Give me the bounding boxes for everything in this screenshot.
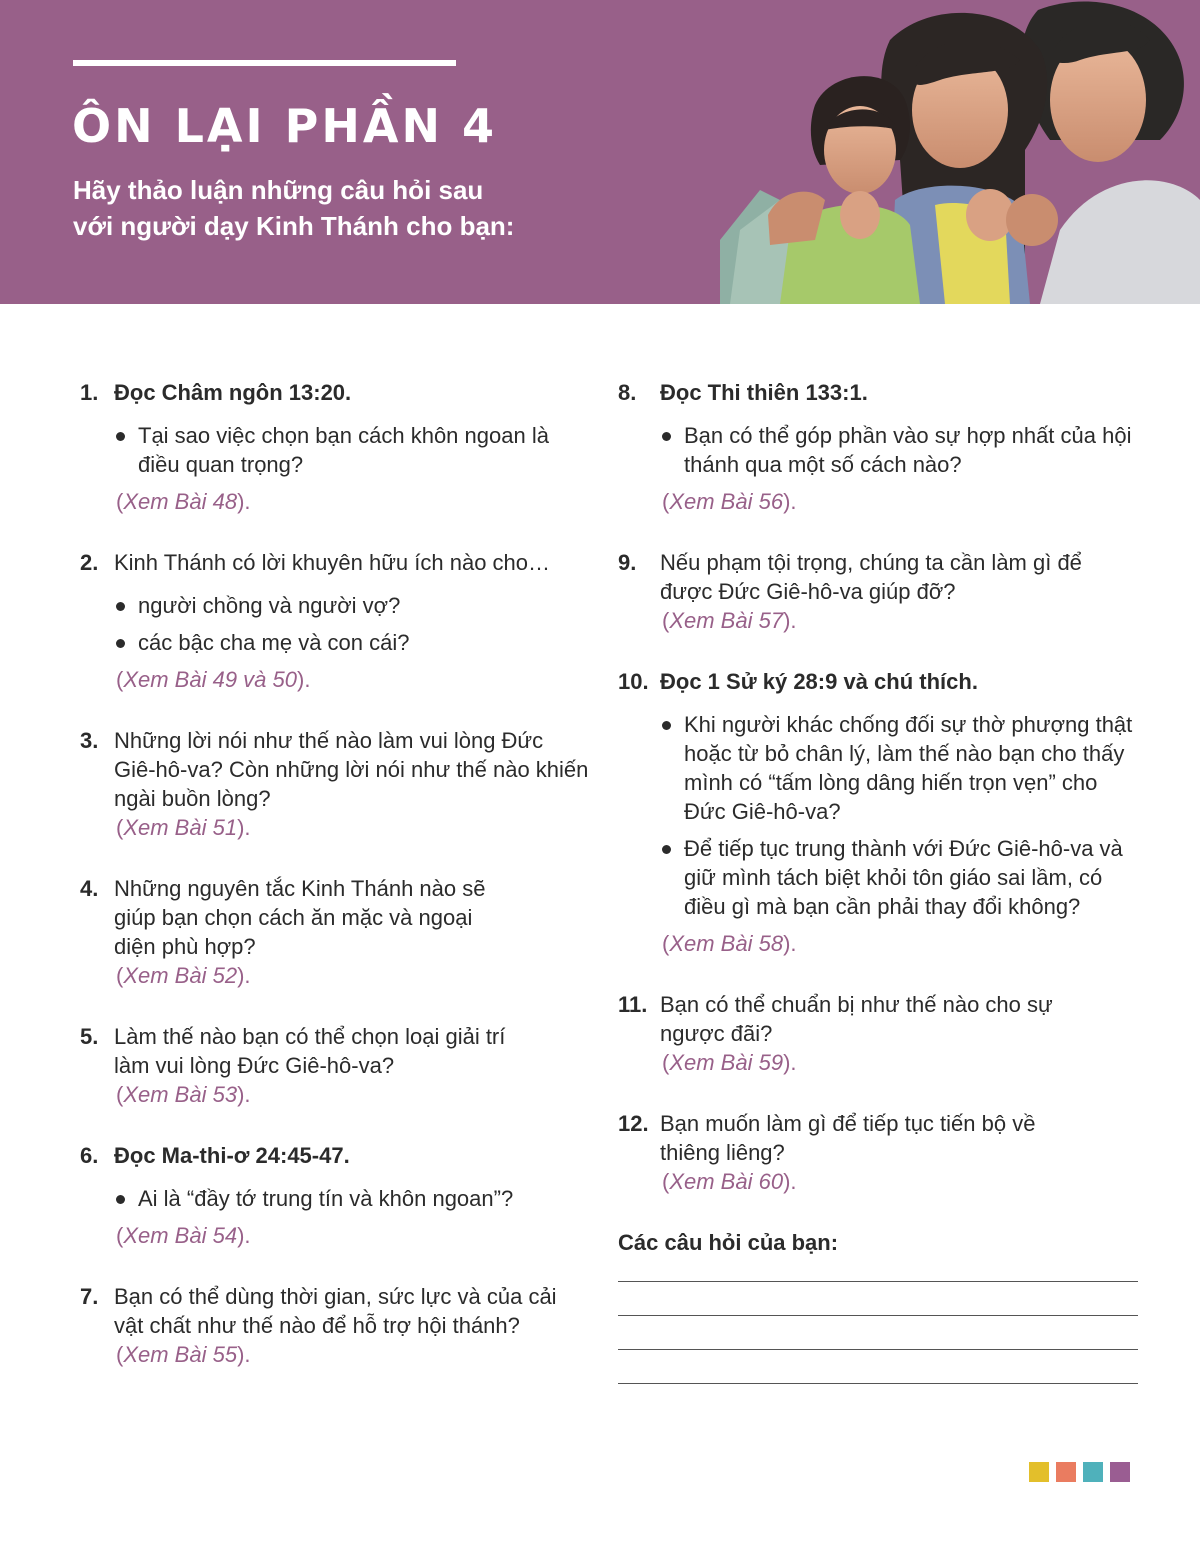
question-text: Đọc Châm ngôn 13:20. xyxy=(114,380,352,405)
lesson-reference: (Xem Bài 55). xyxy=(116,1342,251,1367)
lesson-reference: (Xem Bài 56). xyxy=(662,489,797,514)
page-subtitle xyxy=(73,172,633,244)
lesson-reference: (Xem Bài 49 và 50). xyxy=(116,667,311,692)
swatch-yellow xyxy=(1029,1462,1049,1482)
question-bullets xyxy=(80,1184,590,1213)
bullet-item: các bậc cha mẹ và con cái? xyxy=(116,628,590,657)
question-9 xyxy=(618,548,1138,635)
swatch-teal xyxy=(1083,1462,1103,1482)
question-7 xyxy=(80,1282,590,1369)
question-text: Những lời nói như thế nào làm vui lòng Đức Giê-hô-va? Còn những lời nói như thế nào khiến ngài buồn lòng? xyxy=(114,728,589,811)
question-text: Đọc 1 Sử ký 28:9 và chú thích. xyxy=(660,669,978,694)
question-1 xyxy=(80,378,590,516)
question-6 xyxy=(80,1141,590,1250)
swatch-purple xyxy=(1110,1462,1130,1482)
question-text: Đọc Ma-thi-ơ 24:45-47. xyxy=(114,1143,350,1168)
question-text: Đọc Thi thiên 133:1. xyxy=(660,380,868,405)
lesson-reference: (Xem Bài 60). xyxy=(662,1169,797,1194)
lesson-reference: (Xem Bài 48). xyxy=(116,489,251,514)
question-number: 11. xyxy=(618,992,648,1017)
question-10 xyxy=(618,667,1138,958)
question-text: Bạn muốn làm gì để tiếp tục tiến bộ về thiêng liêng? xyxy=(660,1111,1036,1165)
bullet-item: Để tiếp tục trung thành với Đức Giê-hô-va và giữ mình tách biệt khỏi tôn giáo sai lầm, có điều gì mà bạn cần phải thay đổi không? xyxy=(662,834,1138,921)
bullet-item: người chồng và người vợ? xyxy=(116,591,590,620)
lesson-reference: (Xem Bài 58). xyxy=(662,931,797,956)
subtitle-line: với người dạy Kinh Thánh cho bạn: xyxy=(73,211,515,241)
bullet-item: Tại sao việc chọn bạn cách khôn ngoan là điều quan trọng? xyxy=(116,421,590,479)
question-bullets xyxy=(618,710,1138,921)
your-questions-title: Các câu hỏi của bạn: xyxy=(618,1230,839,1255)
question-bullets xyxy=(618,421,1138,479)
questions-left-column xyxy=(80,378,590,1401)
question-8 xyxy=(618,378,1138,516)
swatch-orange xyxy=(1056,1462,1076,1482)
color-swatches xyxy=(1029,1462,1137,1482)
question-2 xyxy=(80,548,590,694)
question-number: 1. xyxy=(80,380,99,405)
question-bullets xyxy=(80,421,590,479)
question-number: 4. xyxy=(80,876,99,901)
lesson-reference: (Xem Bài 52). xyxy=(116,963,251,988)
question-text: Kinh Thánh có lời khuyên hữu ích nào cho… xyxy=(114,550,551,575)
bullet-item: Bạn có thể góp phần vào sự hợp nhất của hội thánh qua một số cách nào? xyxy=(662,421,1138,479)
lesson-reference: (Xem Bài 53). xyxy=(116,1082,251,1107)
page-title: ÔN LẠI PHẦN 4 xyxy=(72,99,497,153)
bullet-item: Khi người khác chống đối sự thờ phượng thật hoặc từ bỏ chân lý, làm thế nào bạn cho thấy mình có “tấm lòng dâng hiến trọn vẹn” cho Đức Giê-hô-va? xyxy=(662,710,1138,826)
question-3 xyxy=(80,726,590,842)
question-4 xyxy=(80,874,590,990)
question-number: 9. xyxy=(618,550,637,575)
question-text: Những nguyên tắc Kinh Thánh nào sẽ giúp bạn chọn cách ăn mặc và ngoại diện phù hợp? xyxy=(114,876,486,959)
bullet-item: Ai là “đầy tớ trung tín và khôn ngoan”? xyxy=(116,1184,590,1213)
question-number: 7. xyxy=(80,1284,99,1309)
question-bullets xyxy=(80,591,590,657)
answer-line[interactable] xyxy=(618,1349,1138,1350)
question-number: 10. xyxy=(618,669,649,694)
lesson-reference: (Xem Bài 54). xyxy=(116,1223,251,1248)
header-rule xyxy=(73,60,456,66)
lesson-reference: (Xem Bài 51). xyxy=(116,815,251,840)
question-number: 12. xyxy=(618,1111,649,1136)
header-banner xyxy=(0,0,1200,304)
question-text: Nếu phạm tội trọng, chúng ta cần làm gì để được Đức Giê-hô-va giúp đỡ? xyxy=(660,550,1082,604)
answer-line[interactable] xyxy=(618,1315,1138,1316)
question-12 xyxy=(618,1109,1138,1196)
question-text: Bạn có thể chuẩn bị như thế nào cho sự ngược đãi? xyxy=(660,992,1053,1046)
question-11 xyxy=(618,990,1138,1077)
lesson-reference: (Xem Bài 57). xyxy=(662,608,797,633)
answer-line[interactable] xyxy=(618,1281,1138,1282)
family-praying-illustration xyxy=(720,0,1200,304)
question-number: 8. xyxy=(618,380,637,405)
question-text: Làm thế nào bạn có thể chọn loại giải trí làm vui lòng Đức Giê-hô-va? xyxy=(114,1024,506,1078)
question-text: Bạn có thể dùng thời gian, sức lực và của cải vật chất như thế nào để hỗ trợ hội thánh? xyxy=(114,1284,557,1338)
question-5 xyxy=(80,1022,590,1109)
lesson-reference: (Xem Bài 59). xyxy=(662,1050,797,1075)
question-number: 2. xyxy=(80,550,99,575)
question-number: 5. xyxy=(80,1024,99,1049)
questions-right-column xyxy=(618,378,1138,1384)
question-number: 3. xyxy=(80,728,99,753)
question-number: 6. xyxy=(80,1143,99,1168)
your-questions-section xyxy=(618,1228,1138,1384)
subtitle-line: Hãy thảo luận những câu hỏi sau xyxy=(73,175,484,205)
answer-line[interactable] xyxy=(618,1383,1138,1384)
